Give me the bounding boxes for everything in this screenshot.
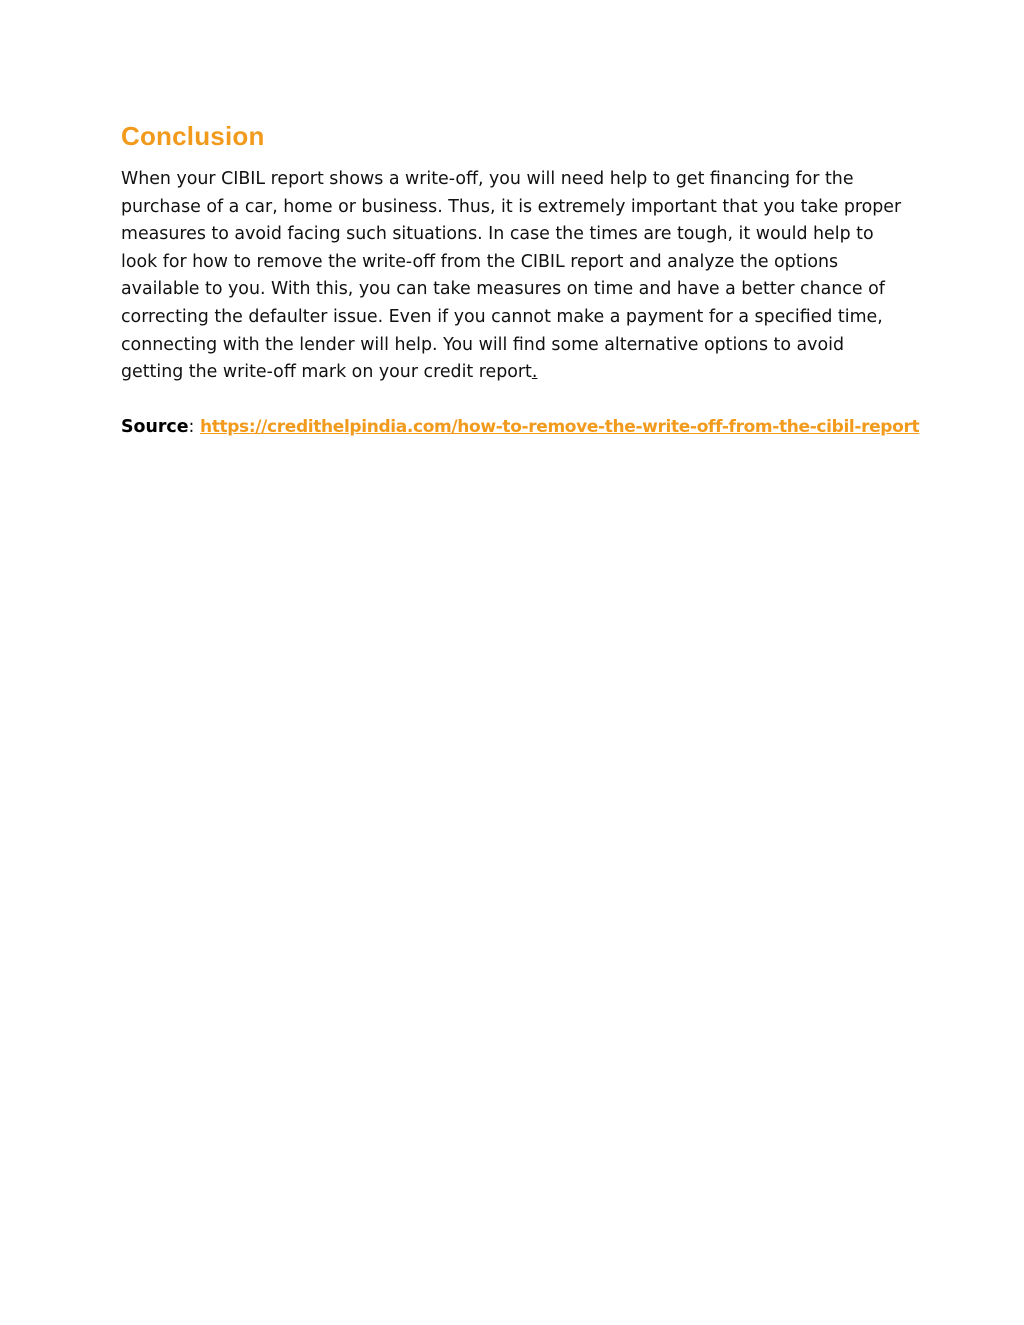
document-page bbox=[121, 116, 920, 441]
source-label: Source bbox=[121, 416, 189, 437]
conclusion-text: When your CIBIL report shows a write-off, you will need help to get financing for the purchase of a car, home or business. Thus, it is extremely important that you take proper measures to avoid facing such situations. In case the times are tough, it would help to look for how to remove the write-off from the CIBIL report and analyze the options available to you. With this, you can take measures on time and have a better chance of correcting the defaulter issue. Even if you cannot make a payment for a specified time, connecting with the lender will help. You will find some alternative options to avoid getting the write-off mark on your credit report bbox=[121, 169, 902, 383]
source-separator: : bbox=[188, 416, 200, 437]
trailing-period: . bbox=[531, 362, 538, 383]
source-line bbox=[121, 414, 920, 442]
source-link[interactable]: https://credithelpindia.com/how-to-remove-the-write-off-from-the-cibil-report bbox=[199, 416, 920, 437]
section-heading: Conclusion bbox=[121, 121, 265, 151]
conclusion-paragraph bbox=[121, 166, 911, 387]
